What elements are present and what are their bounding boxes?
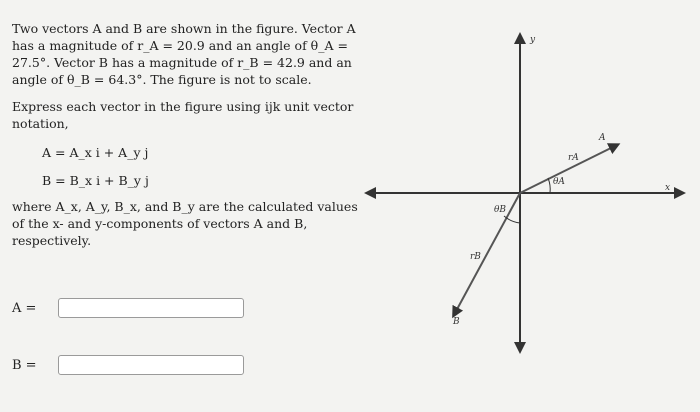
answer-label-b: B = [12, 357, 37, 373]
x-axis-label: x [665, 183, 671, 193]
equation-b: B = B_x i + B_y j [42, 173, 149, 188]
r-a-label: rA [568, 153, 579, 163]
answer-input-a[interactable] [58, 298, 244, 318]
answer-row-b [12, 352, 312, 378]
vector-b-label: B [453, 317, 460, 327]
problem-instruction: Express each vector in the figure using ijk unit vector notation, [12, 99, 354, 131]
problem-intro: Two vectors A and B are shown in the figure. Vector A has a magnitude of r_A = 20.9 and an angle of θ_A = 27.5°. Vector B has a magnitude of r_B = 42.9 and an angle of θ_B = 64.3°. The figure is not to scale. [12, 21, 356, 87]
vector-figure [360, 28, 690, 358]
y-axis-label: y [530, 35, 536, 45]
problem-text [12, 20, 362, 259]
answer-input-b[interactable] [58, 355, 244, 375]
theta-a-arc [548, 178, 550, 193]
answer-row-a [12, 295, 312, 321]
vector-b [455, 193, 520, 313]
theta-a-label: θA [553, 177, 565, 187]
equations [42, 142, 362, 192]
answer-label-a: A = [12, 300, 37, 316]
problem-where: where A_x, A_y, B_x, and B_y are the calculated values of the x- and y-components of vectors A and B, respectively. [12, 199, 358, 248]
theta-b-label: θB [494, 205, 507, 215]
vector-a-label: A [599, 133, 606, 143]
r-b-label: rB [470, 252, 481, 262]
equation-a: A = A_x i + A_y j [42, 145, 149, 160]
